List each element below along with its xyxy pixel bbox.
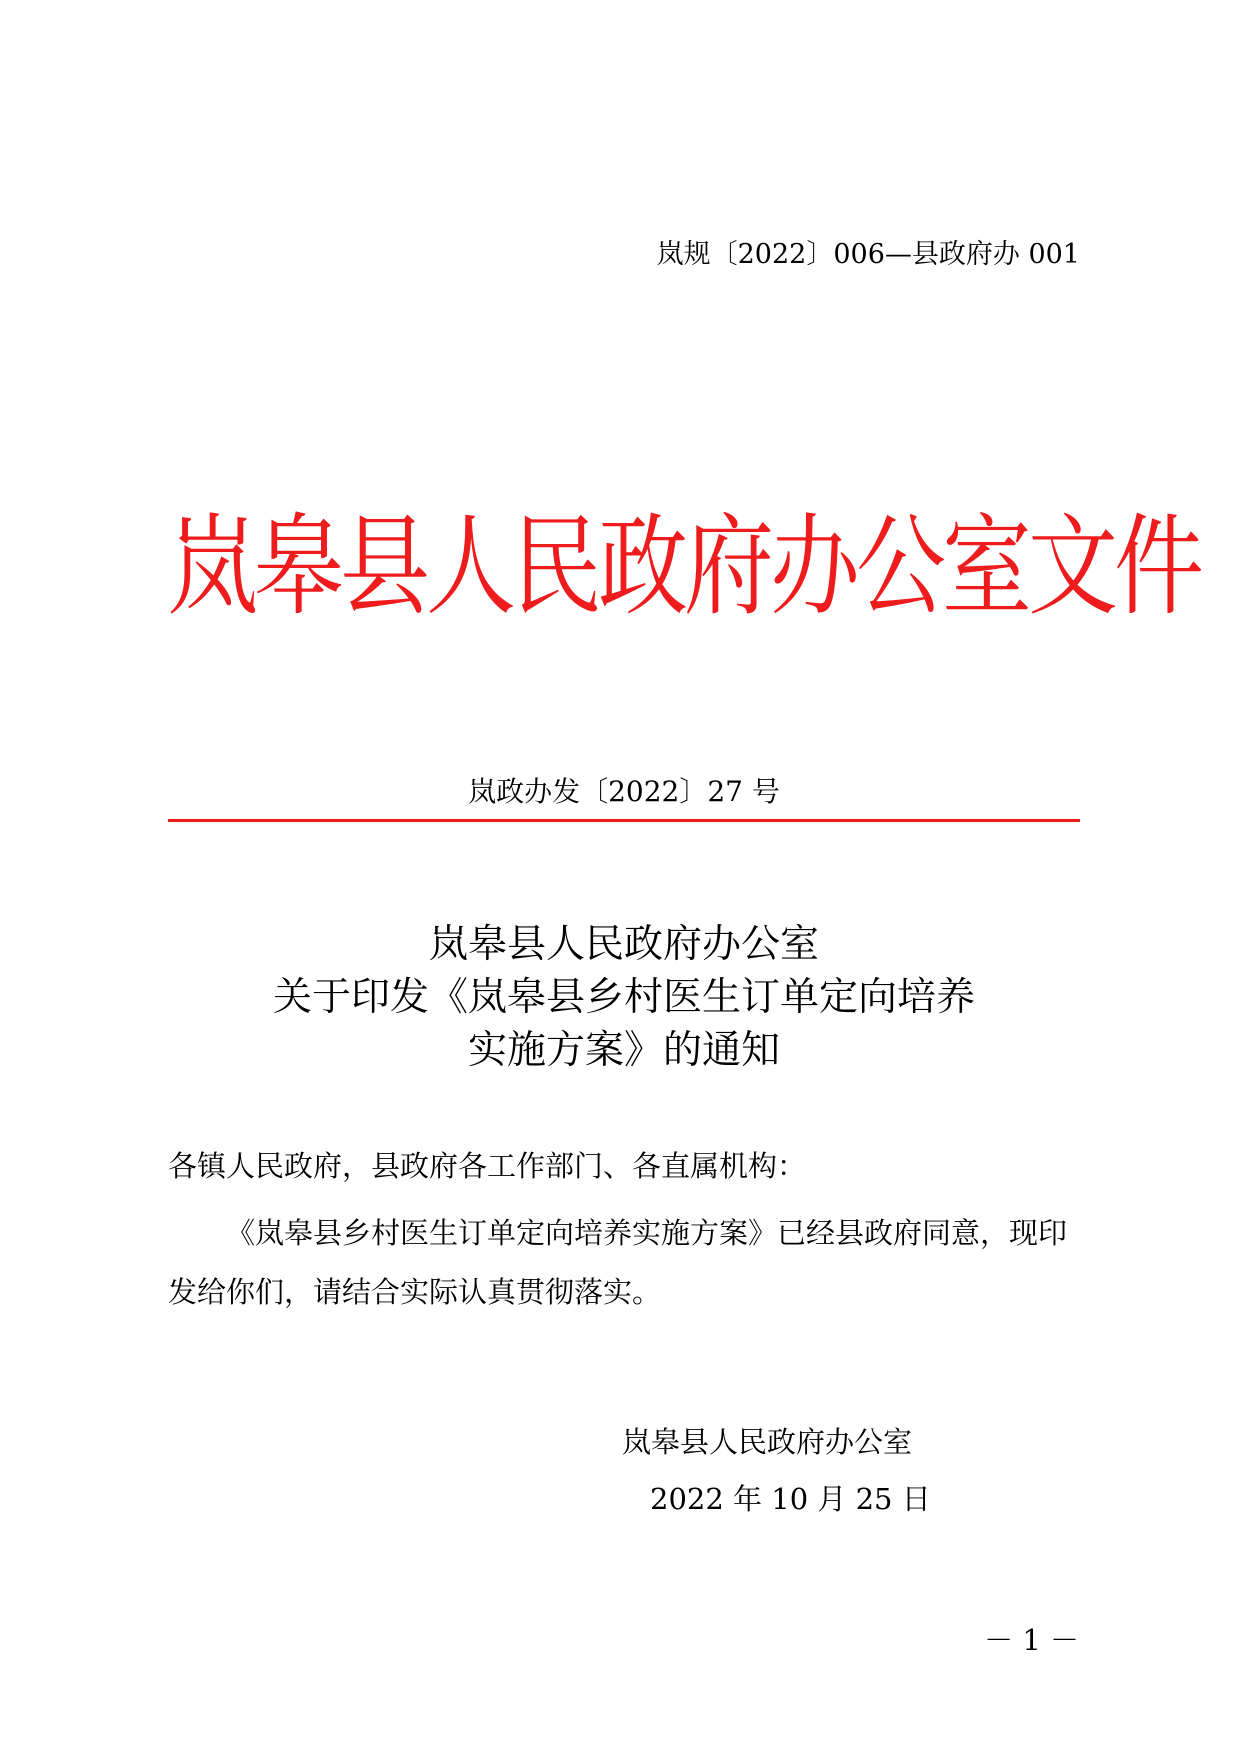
signing-authority: 岚皋县人民政府办公室 xyxy=(622,1425,913,1459)
title-line-2: 关于印发《岚皋县乡村医生订单定向培养 xyxy=(272,975,975,1020)
registration-number: 岚规〔2022〕006—县政府办 001 xyxy=(656,239,1080,270)
document-number: 岚政办发〔2022〕27 号 xyxy=(468,775,780,808)
title-line-3: 实施方案》的通知 xyxy=(467,1028,780,1073)
red-separator-line xyxy=(168,819,1080,822)
addressee-line: 各镇人民政府，县政府各工作部门、各直属机构： xyxy=(168,1149,807,1183)
masthead-title: 岚皋县人民政府办公室文件 xyxy=(168,503,1200,632)
title-line-1: 岚皋县人民政府办公室 xyxy=(428,922,819,967)
page-number: － 1 － xyxy=(984,1623,1079,1657)
body-paragraph: 《岚皋县乡村医生订单定向培养实施方案》已经县政府同意，现印发给你们，请结合实际认真贯彻落实。 xyxy=(168,1216,1068,1309)
issue-date: 2022 年 10 月 25 日 xyxy=(650,1482,931,1516)
document-title xyxy=(168,918,1080,1077)
